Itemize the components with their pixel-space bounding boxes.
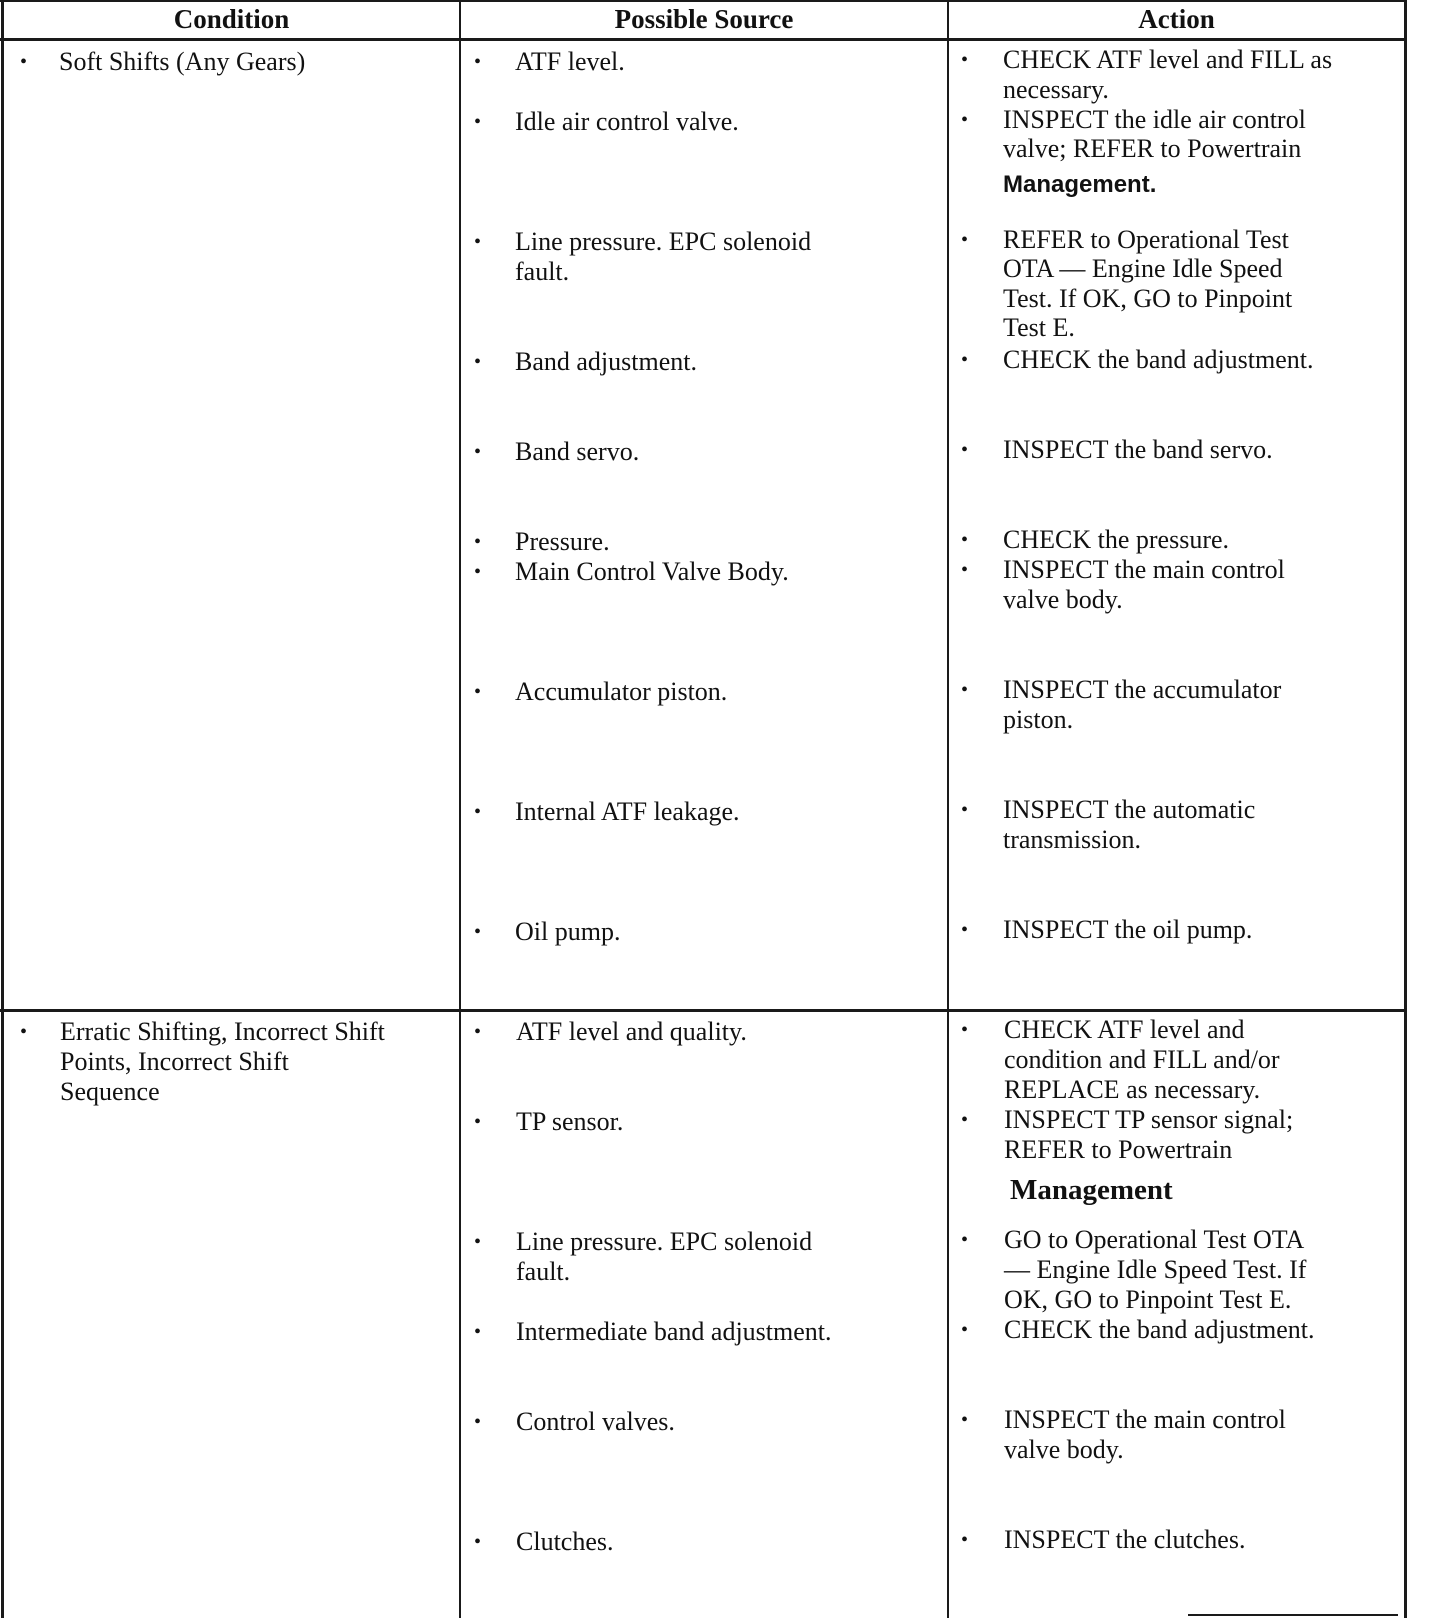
condition-text: Points, Incorrect Shift (60, 1047, 289, 1076)
condition-text: Soft Shifts (Any Gears) (59, 47, 306, 76)
bullet-icon: • (961, 439, 969, 461)
column-divider-1 (459, 0, 461, 1618)
bullet-icon: • (474, 51, 482, 73)
action-text: Test. If OK, GO to Pinpoint (1003, 284, 1293, 313)
action-text: condition and FILL and/or (1004, 1045, 1280, 1074)
source-text: Line pressure. EPC solenoid (516, 1227, 813, 1256)
bullet-icon: • (961, 109, 969, 131)
action-text: INSPECT the accumulator (1003, 675, 1282, 704)
bullet-icon: • (961, 49, 969, 71)
action-text: INSPECT the automatic (1003, 795, 1256, 824)
bullet-icon: • (474, 231, 482, 253)
bullet-icon: • (474, 801, 482, 823)
action-text: CHECK the band adjustment. (1004, 1315, 1315, 1344)
bullet-icon: • (474, 1021, 482, 1043)
header-action: Action (1138, 4, 1215, 34)
bullet-icon: • (474, 1411, 482, 1433)
bullet-icon: • (474, 531, 482, 553)
action-text: REPLACE as necessary. (1004, 1075, 1261, 1104)
source-text: Line pressure. EPC solenoid (515, 227, 812, 256)
action-text: OTA — Engine Idle Speed (1003, 254, 1283, 283)
table-border-right (1404, 0, 1407, 1618)
action-text: necessary. (1003, 75, 1109, 104)
action-text-management: Management (1010, 1174, 1173, 1206)
source-text: Band servo. (515, 437, 640, 466)
bullet-icon: • (961, 1109, 969, 1131)
table-border-left (1, 0, 4, 1618)
bullet-icon: • (961, 1319, 969, 1341)
bullet-icon: • (961, 1529, 969, 1551)
source-text: fault. (515, 257, 570, 286)
source-text: Main Control Valve Body. (515, 557, 789, 586)
source-text: Oil pump. (515, 917, 621, 946)
bullet-icon: • (961, 679, 969, 701)
bullet-icon: • (961, 559, 969, 581)
source-text: Control valves. (516, 1407, 675, 1436)
header-condition: Condition (173, 4, 290, 34)
source-text: ATF level. (515, 47, 625, 76)
bullet-icon: • (961, 1019, 969, 1041)
bullet-icon: • (474, 351, 482, 373)
action-text: transmission. (1003, 825, 1141, 854)
action-text: INSPECT TP sensor signal; (1004, 1105, 1294, 1134)
bullet-icon: • (961, 229, 969, 251)
source-text: ATF level and quality. (516, 1017, 747, 1046)
bullet-icon: • (961, 919, 969, 941)
bullet-icon: • (961, 799, 969, 821)
bullet-icon: • (961, 349, 969, 371)
bullet-icon: • (20, 1021, 28, 1043)
bullet-icon: • (474, 1111, 482, 1133)
action-text: CHECK ATF level and (1004, 1015, 1245, 1044)
row-divider (0, 1009, 1407, 1012)
source-text: Intermediate band adjustment. (516, 1317, 832, 1346)
footer-rule (1188, 1614, 1398, 1616)
source-text: Band adjustment. (515, 347, 697, 376)
bullet-icon: • (474, 681, 482, 703)
action-text: CHECK the band adjustment. (1003, 345, 1314, 374)
action-text: CHECK ATF level and FILL as (1003, 45, 1333, 74)
action-text: REFER to Powertrain (1004, 1135, 1233, 1164)
action-text: valve; REFER to Powertrain (1003, 134, 1302, 163)
action-text: CHECK the pressure. (1003, 525, 1230, 554)
source-text: Pressure. (515, 527, 610, 556)
bullet-icon: • (961, 529, 969, 551)
bullet-icon: • (474, 1231, 482, 1253)
bullet-icon: • (474, 561, 482, 583)
action-text: piston. (1003, 705, 1074, 734)
source-text: Internal ATF leakage. (515, 797, 740, 826)
bullet-icon: • (474, 111, 482, 133)
bullet-icon: • (20, 51, 28, 73)
source-text: TP sensor. (516, 1107, 624, 1136)
action-text: INSPECT the main control (1004, 1405, 1286, 1434)
bullet-icon: • (474, 921, 482, 943)
bullet-icon: • (474, 441, 482, 463)
source-text: fault. (516, 1257, 571, 1286)
condition-text: Erratic Shifting, Incorrect Shift (60, 1017, 385, 1046)
action-text: valve body. (1003, 585, 1123, 614)
source-text: Clutches. (516, 1527, 614, 1556)
action-text: valve body. (1004, 1435, 1124, 1464)
action-text: GO to Operational Test OTA (1004, 1225, 1305, 1254)
header-possible-source: Possible Source (614, 4, 794, 34)
action-text: REFER to Operational Test (1003, 225, 1289, 254)
action-text: Test E. (1003, 313, 1075, 342)
action-text: INSPECT the oil pump. (1003, 915, 1253, 944)
action-text: — Engine Idle Speed Test. If (1004, 1255, 1307, 1284)
source-text: Idle air control valve. (515, 107, 739, 136)
action-text: INSPECT the main control (1003, 555, 1285, 584)
action-text: OK, GO to Pinpoint Test E. (1004, 1285, 1292, 1314)
action-text: INSPECT the clutches. (1004, 1525, 1246, 1554)
condition-text: Sequence (60, 1077, 160, 1106)
bullet-icon: • (474, 1321, 482, 1343)
action-text: INSPECT the idle air control (1003, 105, 1306, 134)
bullet-icon: • (961, 1229, 969, 1251)
bullet-icon: • (961, 1409, 969, 1431)
source-text: Accumulator piston. (515, 677, 728, 706)
action-text: INSPECT the band servo. (1003, 435, 1273, 464)
column-divider-2 (947, 0, 949, 1618)
action-text-management: Management. (1003, 171, 1157, 198)
bullet-icon: • (474, 1531, 482, 1553)
